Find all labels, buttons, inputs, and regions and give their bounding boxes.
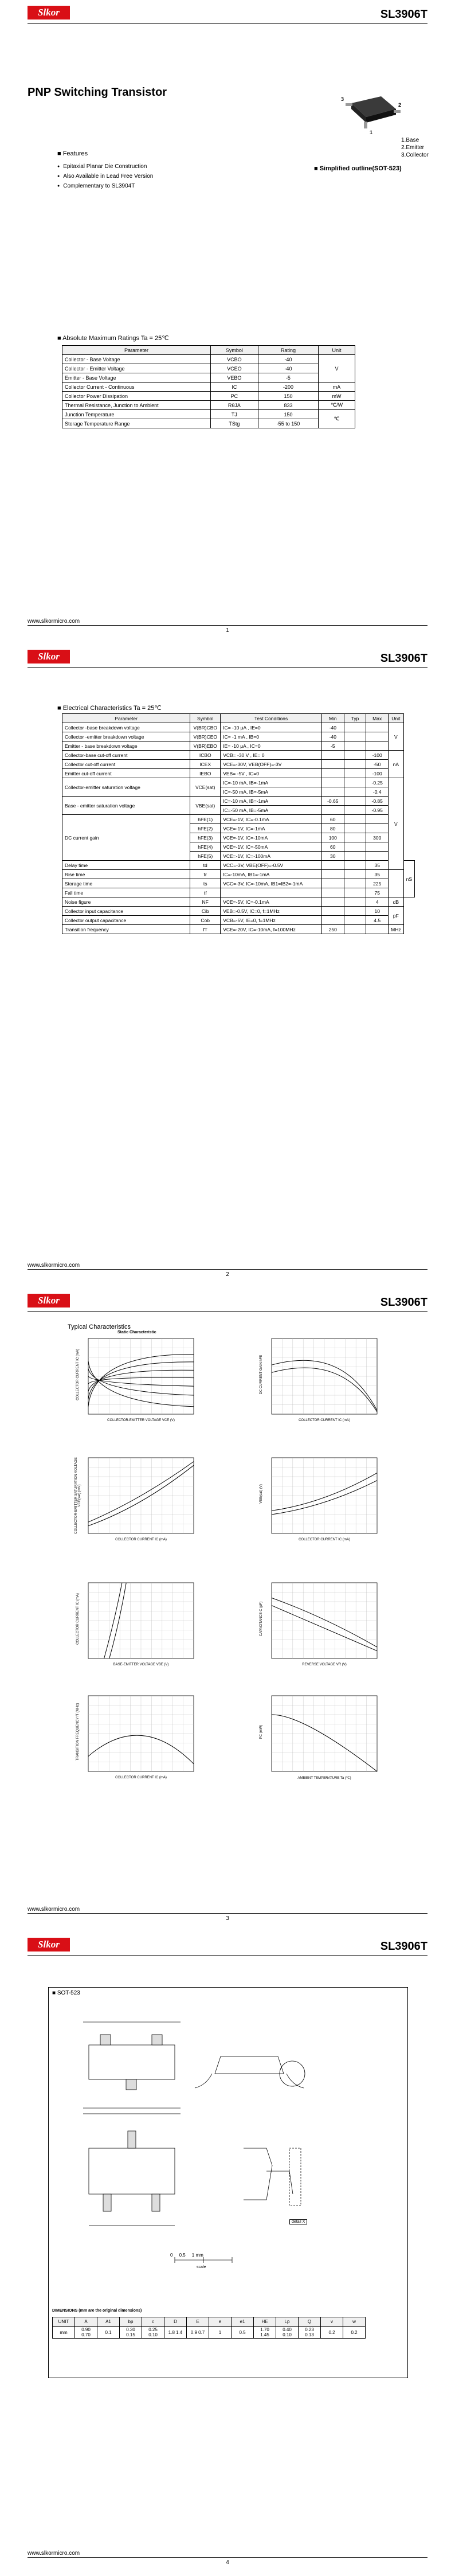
table-row: Collector - Base Voltage VCBO -40 V xyxy=(62,355,355,364)
brand-logo: Slkor xyxy=(28,650,70,663)
col-unit: Unit xyxy=(389,714,403,723)
outline-label: ■ Simplified outline(SOT-523) xyxy=(314,165,402,172)
table-header-row xyxy=(62,346,355,355)
features-list xyxy=(57,163,153,193)
dims-col: E xyxy=(187,2317,209,2327)
header-rule xyxy=(28,23,427,24)
col-min: Min xyxy=(321,714,344,723)
pin-number-3: 3 xyxy=(341,96,344,102)
table-row: Collector - Emitter Voltage VCEO -40 xyxy=(62,364,355,373)
col-parameter: Parameter xyxy=(62,714,190,723)
table-row: Transition frequency fT VCE=-20V, IC=-10mA, f=100MHz 250 MHz xyxy=(62,925,415,934)
static-characteristic-subheading: Static Characteristic xyxy=(117,1330,156,1334)
table-row: Collector -base breakdown voltage V(BR)CBO IC= -10 μA , IE=0 -40 V xyxy=(62,723,415,732)
dims-col: A xyxy=(75,2317,97,2327)
part-number: SL3906T xyxy=(380,1296,427,1309)
table-row: Emitter - Base Voltage VEBO -5 xyxy=(62,373,355,383)
x-axis-label: REVERSE VOLTAGE VR (V) xyxy=(302,1663,347,1666)
dimensions-table-body xyxy=(53,2327,366,2339)
table-row: Collector-base cut-off current ICBO VCB= -30 V , IE= 0 -100 nA xyxy=(62,751,415,760)
x-axis-label: BASE-EMITTER VOLTAGE VBE (V) xyxy=(113,1663,169,1666)
table-row: Collector output capacitance Cob VCB=-5V, IE=0, f=1MHz 4.5 xyxy=(62,916,415,925)
x-axis-label: COLLECTOR CURRENT IC (mA) xyxy=(299,1419,350,1422)
pin-number-2: 2 xyxy=(398,102,402,108)
col-parameter: Parameter xyxy=(62,346,211,355)
col-conditions: Test Conditions xyxy=(221,714,322,723)
x-axis-label: COLLECTOR CURRENT IC (mA) xyxy=(115,1538,167,1541)
part-number: SL3906T xyxy=(380,1940,427,1953)
dims-col: w xyxy=(343,2317,366,2327)
chart-panel-p5 xyxy=(73,1579,197,1677)
table-row: Junction Temperature TJ 150 ℃ xyxy=(62,410,355,419)
dims-col: Q xyxy=(299,2317,321,2327)
footer-rule xyxy=(28,2557,427,2558)
datasheet-page-4 xyxy=(0,1932,455,2576)
col-unit: Unit xyxy=(319,346,355,355)
pin-2: 2.Emitter xyxy=(401,145,425,151)
dims-col: Lp xyxy=(276,2317,299,2327)
table-row: Collector Current - Continuous IC -200 mA xyxy=(62,383,355,392)
dims-col: v xyxy=(321,2317,343,2327)
table-row: IC=-50 mA, IB=-5mA -0.4 xyxy=(62,787,415,797)
dims-col: HE xyxy=(254,2317,276,2327)
y-axis-label: DC CURRENT GAIN hFE xyxy=(260,1355,263,1395)
pin-3: 3.Collector xyxy=(401,152,429,158)
table-row: Collector -emitter breakdown voltage V(BR)CEO IC= -1 mA , IB=0 -40 xyxy=(62,732,415,741)
table-row: Collector cut-off current ICEX VCE=-30V, VEB(OFF)=-3V -50 xyxy=(62,760,415,769)
x-axis-label: COLLECTOR CURRENT IC (mA) xyxy=(115,1776,167,1779)
dims-col: UNIT xyxy=(53,2317,75,2327)
scale-word: scale xyxy=(197,2265,206,2269)
detail-label: detail X xyxy=(289,2219,307,2224)
outline-title: ■ SOT-523 xyxy=(52,1990,80,1996)
page-title: PNP Switching Transistor xyxy=(28,86,167,99)
chart-plot-p2 xyxy=(257,1335,381,1433)
website-link[interactable]: www.slkormicro.com xyxy=(28,2550,80,2557)
table-row: Thermal Resistance, Junction to Ambient RθJA 833 ℃/W xyxy=(62,401,355,410)
part-number: SL3906T xyxy=(380,652,427,665)
page-number: 2 xyxy=(226,1271,229,1278)
table-row: Delay time td VCC=-3V, VBE(OFF)=-0.5V 35 nS xyxy=(62,861,415,870)
dims-col: A1 xyxy=(97,2317,120,2327)
x-axis-label: COLLECTOR CURRENT IC (mA) xyxy=(299,1538,350,1541)
dimensions-heading: DIMENSIONS (mm are the original dimensions) xyxy=(52,2309,142,2313)
header-rule xyxy=(28,667,427,668)
table-row: Storage time ts VCC=-3V, IC=-10mA, IB1=IB2=-1mA 225 xyxy=(62,879,415,888)
chart-panel-p8 xyxy=(257,1692,381,1790)
dims-col: bp xyxy=(120,2317,142,2327)
abs-max-table xyxy=(62,345,355,428)
y-axis-label: COLLECTOR-EMITTER SATURATION VOLTAGE VCE(sat) (mV) xyxy=(74,1457,81,1534)
table-row: DC current gain hFE(1) VCE=-1V, IC=-0.1mA 60 xyxy=(62,815,415,824)
chart-plot-p4 xyxy=(257,1454,381,1552)
dims-col: e xyxy=(209,2317,232,2327)
y-axis-label: CAPACITANCE C (pF) xyxy=(260,1601,263,1637)
table-row: Noise figure NF VCE=-5V, IC=-0.1mA 4 dB xyxy=(62,897,415,907)
footer-rule xyxy=(28,1913,427,1914)
chart-panel-p6 xyxy=(257,1579,381,1677)
table-row: hFE(5) VCE=-1V, IC=-100mA 30 xyxy=(62,852,415,861)
feature-item: ● Also Available in Lead Free Version xyxy=(57,173,153,179)
package-illustration xyxy=(341,86,404,138)
table-row: IC=-50 mA, IB=-5mA -0.95 xyxy=(62,806,415,815)
features-heading: ■ Features xyxy=(57,150,88,157)
datasheet-page-2 xyxy=(0,644,455,1288)
dims-col: c xyxy=(142,2317,164,2327)
electrical-table-body xyxy=(62,723,415,934)
table-row: Base - emitter saturation voltage VBE(sat) IC=-10 mA, IB=-1mA -0.65 -0.85 xyxy=(62,797,415,806)
header-rule xyxy=(28,1955,427,1956)
y-axis-label: TRANSITION FREQUENCY fT (MHz) xyxy=(76,1703,80,1761)
table-row: Emitter - base breakdown voltage V(BR)EBO IE= -10 μA , IC=0 -5 xyxy=(62,741,415,751)
chart-panel-p4 xyxy=(257,1454,381,1552)
y-axis-label: COLLECTOR CURRENT IC (mA) xyxy=(76,1593,80,1645)
page-number: 3 xyxy=(226,1915,229,1922)
brand-logo: Slkor xyxy=(28,1938,70,1951)
scale-label: 0 0.5 1 mm xyxy=(170,2253,203,2258)
dimensions-table xyxy=(52,2317,366,2339)
x-axis-label: COLLECTOR-EMITTER VOLTAGE VCE (V) xyxy=(107,1419,175,1422)
pin-1: 1.Base xyxy=(401,137,419,143)
y-axis-label: COLLECTOR CURRENT IC (mA) xyxy=(76,1349,80,1400)
website-link[interactable]: www.slkormicro.com xyxy=(28,1262,80,1269)
brand-logo: Slkor xyxy=(28,1294,70,1307)
pin-list xyxy=(401,136,429,159)
table-row: Collector input capacitance Cib VEB=-0.5V, IC=0, f=1MHz 10 pF xyxy=(62,907,415,916)
electrical-table xyxy=(62,713,415,934)
part-number: SL3906T xyxy=(380,8,427,21)
chart-panel-p7 xyxy=(73,1692,197,1790)
chart-plot-p8 xyxy=(257,1692,381,1790)
header-rule xyxy=(28,1311,427,1312)
col-symbol: Symbol xyxy=(190,714,221,723)
table-row: mm 0.90 0.70 0.1 0.30 0.15 0.25 0.10 1.8 1.4 0.9 0.7 1 0.5 1.70 1.45 0.40 0.10 0.23 0.13 0.2 0.2 xyxy=(53,2327,366,2339)
table-row: Collector-emitter saturation voltage VCE(sat) IC=-10 mA, IB=-1mA -0.25 V xyxy=(62,778,415,787)
datasheet-page-3 xyxy=(0,1288,455,1932)
x-axis-label: AMBIENT TEMPERATURE Ta (℃) xyxy=(297,1777,351,1780)
col-max: Max xyxy=(366,714,389,723)
dims-col: D xyxy=(164,2317,187,2327)
footer-rule xyxy=(28,625,427,626)
chart-plot-p5 xyxy=(73,1579,197,1677)
package-outline-drawing xyxy=(48,1987,408,2378)
chart-panel-p3 xyxy=(73,1454,197,1552)
table-row: Rise time tr IC=-10mA, IB1=-1mA 35 xyxy=(62,870,415,879)
chart-plot-p3 xyxy=(73,1454,197,1552)
chart-plot-p1 xyxy=(73,1335,197,1433)
col-rating: Rating xyxy=(258,346,318,355)
col-typ: Typ xyxy=(344,714,366,723)
chart-plot-p6 xyxy=(257,1579,381,1677)
table-row: hFE(2) VCE=-1V, IC=-1mA 80 xyxy=(62,824,415,833)
chart-panel-p2 xyxy=(257,1335,381,1433)
table-row: Collector Power Dissipation PC 150 mW xyxy=(62,392,355,401)
col-symbol: Symbol xyxy=(211,346,258,355)
table-row: hFE(3) VCE=-1V, IC=-10mA 100 300 xyxy=(62,833,415,842)
feature-item: ● Epitaxial Planar Die Construction xyxy=(57,163,153,170)
table-row: hFE(4) VCE=-1V, IC=-50mA 60 xyxy=(62,842,415,852)
table-header-row xyxy=(53,2317,366,2327)
page-number: 1 xyxy=(226,627,229,634)
page-number: 4 xyxy=(226,2559,229,2566)
website-link[interactable]: www.slkormicro.com xyxy=(28,1906,80,1913)
y-axis-label: VBE(sat) (V) xyxy=(260,1484,263,1504)
brand-logo: Slkor xyxy=(28,6,70,19)
electrical-heading: ■ Electrical Characteristics Ta = 25℃ xyxy=(57,705,162,712)
table-row: Fall time tf 75 xyxy=(62,888,415,897)
y-axis-label: PC (mW) xyxy=(260,1724,263,1739)
pin-number-1: 1 xyxy=(370,130,373,135)
table-row: Storage Temperature Range TStg -55 to 150 xyxy=(62,419,355,428)
datasheet-page-1 xyxy=(0,0,455,644)
dims-col: e1 xyxy=(232,2317,254,2327)
footer-rule xyxy=(28,1269,427,1270)
table-row: Emitter cut-off current IEBO VEB= -5V , IC=0 -100 xyxy=(62,769,415,778)
chart-plot-p7 xyxy=(73,1692,197,1790)
outline-drawing-svg xyxy=(49,1999,407,2274)
outline-label-text: Simplified outline(SOT-523) xyxy=(319,165,402,172)
abs-max-heading: ■ Absolute Maximum Ratings Ta = 25℃ xyxy=(57,335,169,342)
typical-characteristics-heading: Typical Characteristics xyxy=(68,1324,131,1330)
website-link[interactable]: www.slkormicro.com xyxy=(28,618,80,625)
chart-panel-p1 xyxy=(73,1335,197,1433)
table-header-row xyxy=(62,714,415,723)
feature-item: ● Complementary to SL3904T xyxy=(57,183,153,189)
